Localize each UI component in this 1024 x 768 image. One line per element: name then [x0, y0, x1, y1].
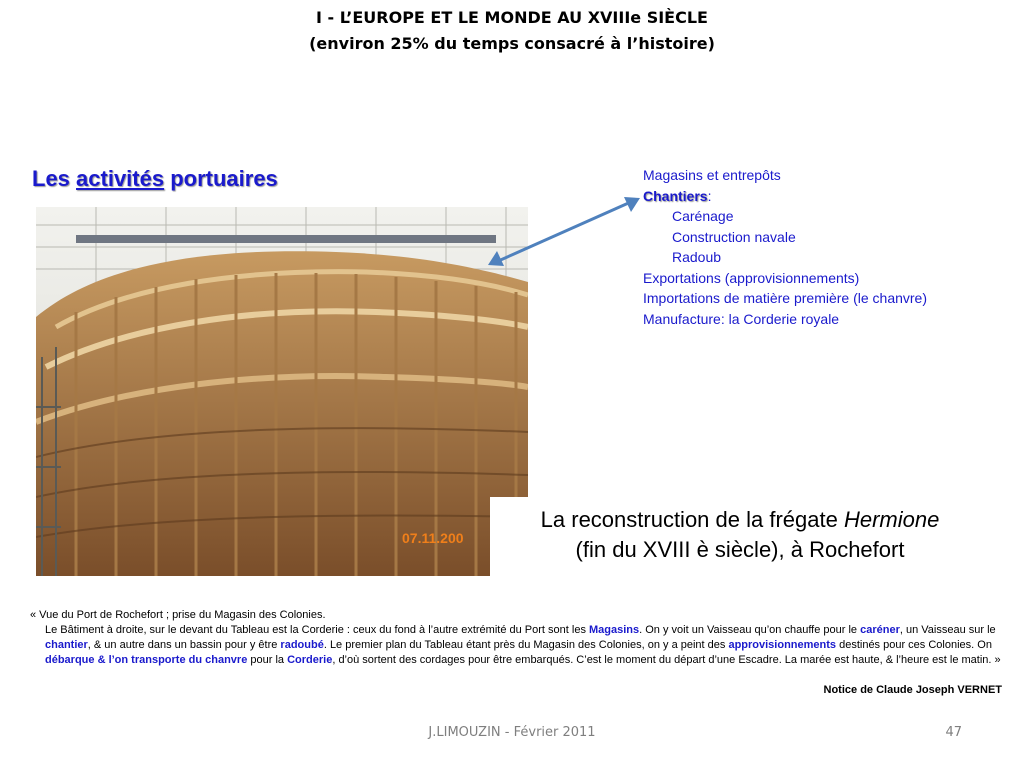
activity-exports: Exportations (approvisionnements) [643, 269, 860, 286]
caption-line-1 [490, 505, 990, 535]
heading-suffix: portuaires [164, 166, 278, 191]
quote-text: . On y voit un Vaisseau qu’on chauffe pour le [639, 624, 861, 636]
section-heading [32, 166, 278, 192]
caption-ship-name: Hermione [843, 507, 940, 532]
notice-attribution: Notice de Claude Joseph VERNET [823, 684, 1002, 696]
quote-keyword: chantier [45, 639, 88, 651]
title-line-1: I - L’EUROPE ET LE MONDE AU XVIIIe SIÈCLE [316, 8, 708, 27]
slide-title [0, 5, 1024, 57]
quote-text: , un Vaisseau sur le [899, 624, 996, 636]
quote-text: , d’où sortent des cordages pour être embarqués. C’est le moment du départ d’une Escadre. La marée est haute, & l’heure est le matin. » [332, 654, 1001, 666]
photo-date-stamp: 07.11.200 [402, 530, 464, 546]
activity-careening: Carénage [672, 208, 734, 224]
ship-reconstruction-photo [36, 207, 528, 576]
quote-keyword: caréner [860, 624, 900, 636]
quote-keyword: radoubé [280, 639, 324, 651]
caption-text: La reconstruction de la frégate [540, 507, 844, 532]
activity-shipyards-label: Chantiers [643, 187, 708, 204]
activity-shipyards-colon: : [707, 187, 712, 204]
caption-line-2: (fin du XVIII è siècle), à Rochefort [575, 537, 905, 562]
quote-text: pour la [247, 654, 288, 666]
quote-first-line: « Vue du Port de Rochefort ; prise du Magasin des Colonies. [30, 609, 326, 621]
activity-imports: Importations de matière première (le chanvre) [643, 290, 928, 306]
quote-keyword: approvisionnements [728, 639, 837, 651]
quote-keyword: débarque & l’on transporte du chanvre [45, 654, 248, 666]
quote-keyword: Magasins [589, 624, 640, 636]
quote-text: , & un autre dans un bassin pour y être [87, 639, 281, 651]
quote-text: Le Bâtiment à droite, sur le devant du Tableau est la Corderie : ceux du fond à l’autre extrémité du Port sont les [45, 624, 589, 636]
photo-caption [490, 497, 990, 577]
quote-text: destinés pour ces Colonies. On [836, 639, 992, 651]
heading-underlined-word: activités [76, 166, 165, 191]
title-line-2: (environ 25% du temps consacré à l’histoire) [309, 34, 715, 53]
quote-paragraph [30, 623, 1002, 668]
activity-refitting: Radoub [672, 249, 722, 265]
vernet-quote [30, 608, 1002, 668]
activity-warehouses: Magasins et entrepôts [643, 167, 781, 183]
quote-keyword: Corderie [287, 654, 333, 666]
activity-shipyards [643, 186, 927, 207]
port-activities-list [643, 165, 927, 329]
page-number: 47 [945, 725, 962, 740]
activity-ropery: Manufacture: la Corderie royale [643, 310, 840, 327]
heading-prefix: Les [32, 166, 77, 191]
activity-shipbuilding: Construction navale [672, 228, 796, 245]
footer-author-date: J.LIMOUZIN - Février 2011 [428, 725, 596, 740]
quote-text: . Le premier plan du Tableau étant près du Magasin des Colonies, on y a peint des [323, 639, 729, 651]
